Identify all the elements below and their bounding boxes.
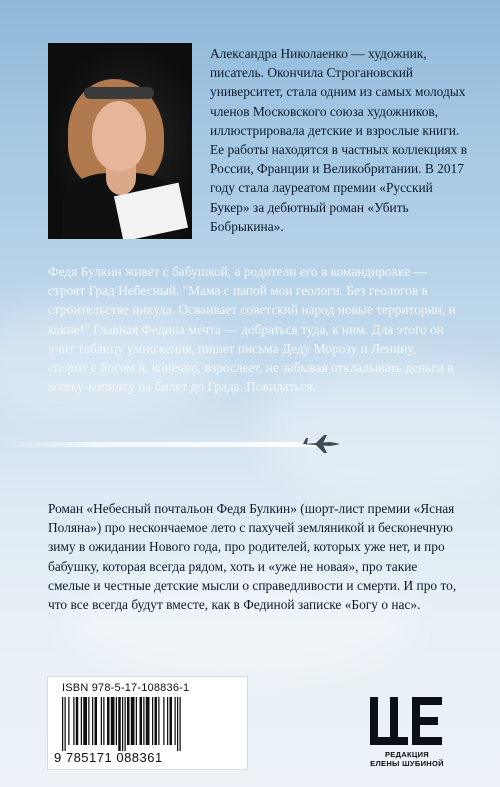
barcode xyxy=(62,697,234,751)
contrail xyxy=(0,440,318,450)
publisher-logo xyxy=(368,693,444,749)
blurb-secondary: Роман «Небесный почтальон Федя Булкин» (шорт-лист премии «Ясная Поляна») про нескончаемое лето с пахучей земляникой и бесконечную зиму в ожидании Нового года, про родителей, которых уже нет, и про бабушку, которая всегда рядом, хоть и «уже не новая», про такие смелые и честные детские мысли о справедливости и смерти. И про то, что все всегда будут вместе, как в Фединой записке «Богу о нас». xyxy=(48,501,457,613)
barcode-digits: 9 785171 088361 xyxy=(54,750,163,765)
publisher-label xyxy=(362,750,452,768)
author-photo xyxy=(48,43,192,239)
author-bio: Александра Николаенко — художник, писатель. Окончила Строгановский университет, стала одним из самых молодых членов Московского союза художников, иллюстрировала детские и взрослые книги. Ее работы находятся в частных коллекциях в России, Франции и Великобритании. В 2017 году стала лауреатом премии «Русский Букер» за дебютный роман «Убить Бобрыкина». xyxy=(210,46,468,234)
airplane-icon xyxy=(300,433,344,455)
isbn-label: ISBN 978-5-17-108836-1 xyxy=(62,682,190,694)
barcode-box xyxy=(47,676,248,770)
publisher-label-line1: РЕДАКЦИЯ xyxy=(384,750,429,759)
publisher-label-line2: ЕЛЕНЫ ШУБИНОЙ xyxy=(370,759,444,768)
blurb-primary: Федя Булкин живет с бабушкой, а родители его в командировке — строят Град Небесный. "Мама с папой мои геологи. Без геологов в строительстве никуда. Осваивает советский народ новые территории, и какие!" Главная Федина мечта — добраться туда, к ним. Для этого он учит таблицу умножения, пишет письма Деду Морозу и Ленину, спорит с Богом и, конечно, взрослеет, не забывая откладывать деньги в кошку-копилку на билет до Града. Повидаться. xyxy=(48,264,456,395)
